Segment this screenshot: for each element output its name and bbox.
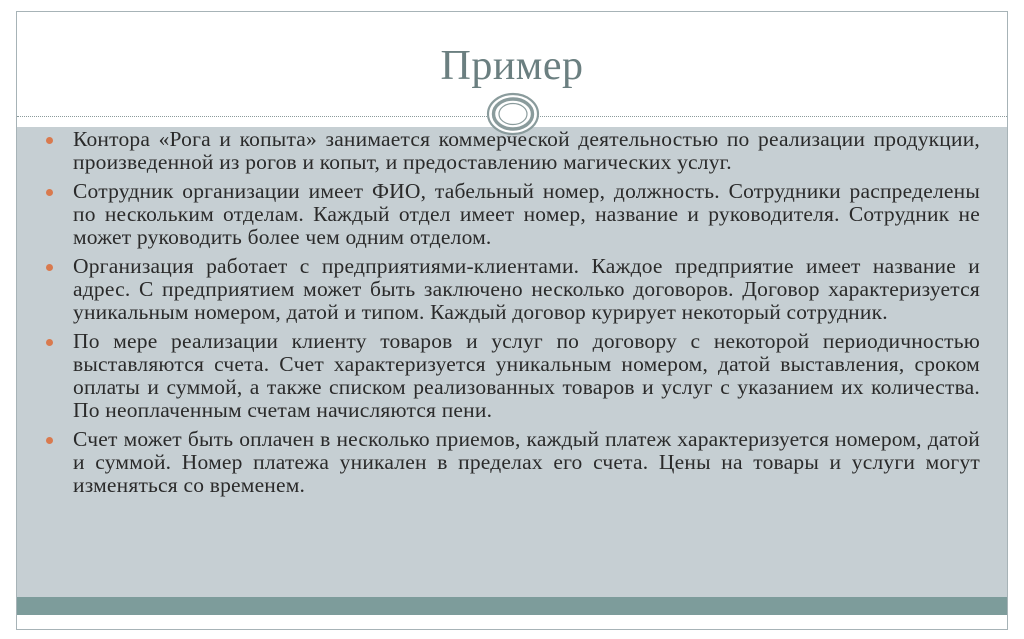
bullet-item — [40, 180, 980, 249]
bullet-text: Организация работает с предприятиями-клиентами. Каждое предприятие имеет название и адрес. С предприятием может быть заключено несколько договоров. Договор характеризуется уникальным номером, датой и типом. Каждый договор курирует некоторый сотрудник. — [73, 254, 980, 324]
bullet-marker-icon — [46, 189, 53, 196]
bullet-marker-icon — [46, 264, 53, 271]
bullet-text: Сотрудник организации имеет ФИО, табельный номер, должность. Сотрудники распределены по нескольким отделам. Каждый отдел имеет номер, название и руководителя. Сотрудник не может руководить более чем одним отделом. — [73, 179, 980, 249]
bullet-marker-icon — [46, 137, 53, 144]
slide-title: Пример — [440, 43, 584, 89]
bullet-text: По мере реализации клиенту товаров и услуг по договору с некоторой периодичностью выставляются счета. Счет характеризуется уникальным номером, датой выставления, сроком оплаты и суммой, а также списком реализованных товаров и услуг с указанием их количества. По неоплаченным счетам начисляются пени. — [73, 329, 980, 422]
bullet-marker-icon — [46, 437, 53, 444]
bullet-item — [40, 428, 980, 497]
bullet-text: Счет может быть оплачен в несколько приемов, каждый платеж характеризуется номером, датой и суммой. Номер платежа уникален в пределах его счета. Цены на товары и услуги могут изменяться со временем. — [73, 427, 980, 497]
bullet-marker-icon — [46, 339, 53, 346]
bullet-item — [40, 128, 980, 174]
bullet-item — [40, 255, 980, 324]
bullet-text: Контора «Рога и копыта» занимается коммерческой деятельностью по реализации продукции, произведенной из рогов и копыт, и предоставлению магических услуг. — [73, 127, 980, 174]
bullet-item — [40, 330, 980, 422]
bullet-list — [40, 128, 980, 503]
